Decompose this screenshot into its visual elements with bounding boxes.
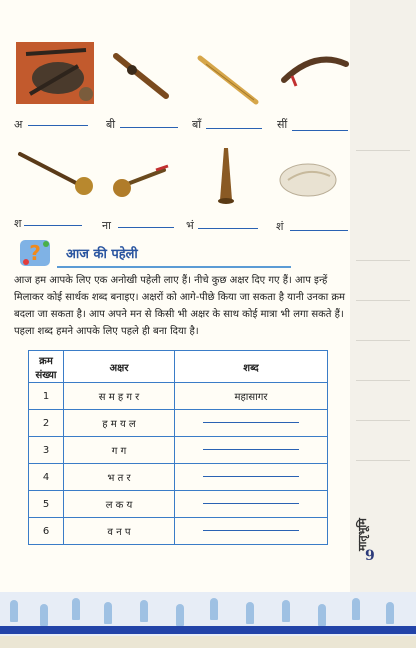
decorative-figure	[282, 600, 290, 622]
word-answer-line[interactable]	[203, 503, 299, 504]
syllable-label: अ	[14, 118, 23, 131]
decorative-figure	[318, 604, 326, 626]
syllable-label: बी	[106, 118, 116, 131]
answer-line[interactable]	[198, 228, 258, 229]
bottom-edge	[0, 636, 416, 648]
nagada-horn-image	[112, 164, 172, 200]
word-answer[interactable]	[175, 491, 328, 518]
decorative-figure	[104, 602, 112, 624]
word-answer[interactable]	[175, 518, 328, 545]
decorative-figure	[352, 598, 360, 620]
puzzle-icon	[19, 236, 53, 268]
table-row: 1 स म ह ग र महासागर	[29, 383, 328, 410]
word-header: शब्द	[175, 351, 328, 383]
decorative-figure	[176, 604, 184, 626]
word-answer-line[interactable]	[203, 449, 299, 450]
word-answer[interactable]	[175, 410, 328, 437]
flute-image	[196, 52, 260, 106]
page-number: 9	[365, 548, 375, 564]
word-answer: महासागर	[175, 383, 328, 410]
syllable-label: बाँ	[192, 118, 202, 131]
table-row: 6 व न प	[29, 518, 328, 545]
answer-line[interactable]	[118, 227, 174, 228]
syllable-label: शं	[276, 220, 284, 233]
paragraph-line: आज हम आपके लिए एक अनोखी पहेली लाए हैं। नीचे कुछ अक्षर दिए गए हैं। आप इन्हें	[14, 275, 328, 286]
decorative-figure	[386, 602, 394, 624]
letters-header: अक्षर	[64, 351, 175, 383]
decorative-figure	[246, 602, 254, 624]
answer-line[interactable]	[24, 225, 82, 226]
answer-line[interactable]	[28, 125, 88, 126]
section-underline	[57, 266, 291, 268]
bottom-color-bar	[0, 626, 416, 634]
syllable-label: भं	[186, 219, 194, 232]
puzzle-table	[28, 350, 328, 545]
table-row: 5 ल क य	[29, 491, 328, 518]
syllable-label: ना	[102, 219, 111, 232]
decorative-figure	[40, 604, 48, 626]
shehnai-image	[110, 50, 172, 104]
paragraph-line: मिलाकर कोई सार्थक शब्द बनाइए। अक्षरों को आगे-पीछे किया जा सकता है यानी उनका क्रम	[14, 292, 346, 303]
instructions-paragraph	[14, 272, 358, 340]
answer-line[interactable]	[120, 127, 178, 128]
svg-text:?: ?	[29, 241, 41, 265]
table-row: 3 ग ग	[29, 437, 328, 464]
conch-image	[278, 158, 342, 200]
paragraph-line: बदला जा सकता है। आप अपने मन से किसी भी अक्षर के साथ कोई मात्रा भी लगा सकते हैं।	[14, 309, 344, 320]
decorative-figure	[210, 598, 218, 620]
section-title: आज की पहेली	[66, 247, 138, 262]
decorative-figure	[10, 600, 18, 622]
word-answer[interactable]	[175, 464, 328, 491]
word-answer-line[interactable]	[203, 476, 299, 477]
table-row: 4 भ त र	[29, 464, 328, 491]
bugle-image	[214, 146, 238, 206]
word-answer-line[interactable]	[203, 530, 299, 531]
decorative-figure	[72, 598, 80, 620]
syllable-label: सीं	[277, 118, 288, 131]
syllable-label: श	[14, 217, 22, 230]
table-header-row	[29, 351, 328, 383]
bagpipe-image	[16, 42, 94, 104]
curved-horn-image	[280, 54, 350, 88]
decorative-figure	[140, 600, 148, 622]
bagpipe-drawing	[16, 42, 94, 104]
answer-line[interactable]	[292, 130, 348, 131]
word-answer-line[interactable]	[203, 422, 299, 423]
book-title-vertical: मातृभूमि	[356, 518, 369, 552]
long-trumpet-image	[16, 148, 96, 196]
answer-line[interactable]	[206, 128, 262, 129]
word-answer[interactable]	[175, 437, 328, 464]
table-row: 2 ह म य ल	[29, 410, 328, 437]
paragraph-line: पहला शब्द हमने आपके लिए पहले ही बना दिया है।	[14, 326, 199, 337]
answer-line[interactable]	[290, 230, 348, 231]
serial-header: क्रम संख्या	[29, 351, 64, 383]
